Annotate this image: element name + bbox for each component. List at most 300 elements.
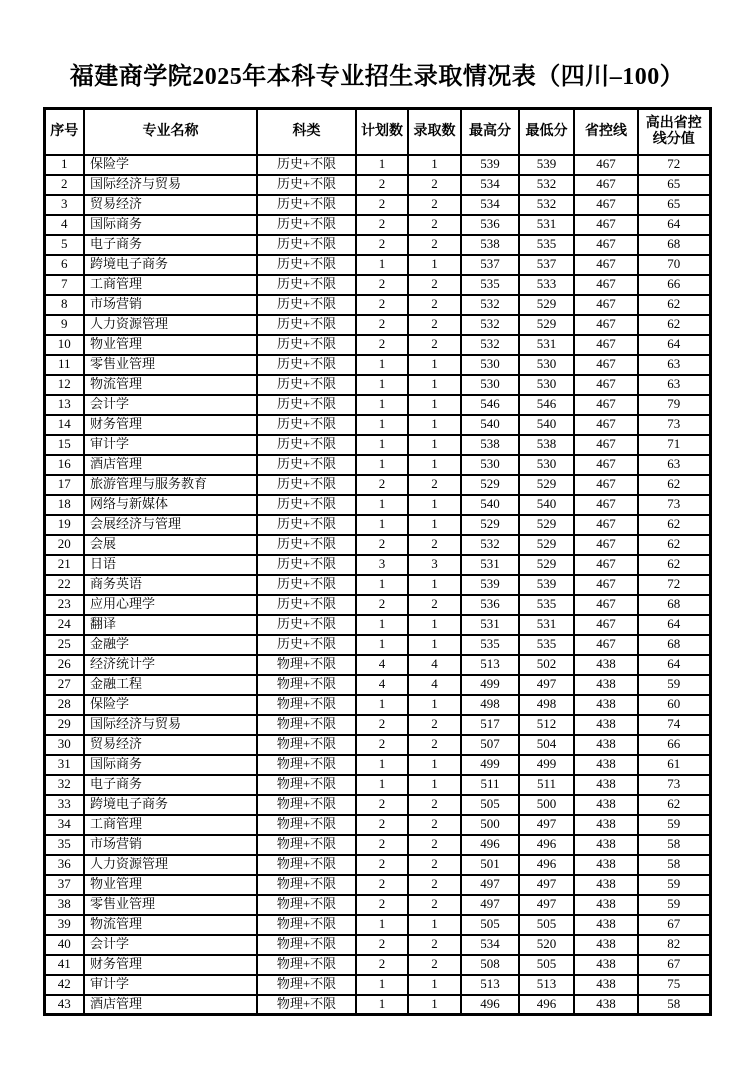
cell-above-control: 64 [638,655,710,675]
cell-index: 38 [44,895,84,915]
cell-above-control: 58 [638,995,710,1015]
admission-table [43,107,712,1016]
cell-index: 43 [44,995,84,1015]
cell-subject-type: 物理+不限 [257,895,356,915]
cell-index: 6 [44,255,84,275]
cell-major-name: 会展 [84,535,257,555]
cell-min-score: 497 [519,815,574,835]
cell-planned-count: 2 [356,235,408,255]
cell-index: 26 [44,655,84,675]
cell-min-score: 538 [519,435,574,455]
table-row [44,755,710,775]
cell-index: 21 [44,555,84,575]
cell-major-name: 应用心理学 [84,595,257,615]
cell-index: 16 [44,455,84,475]
cell-subject-type: 历史+不限 [257,295,356,315]
cell-admitted-count: 1 [408,915,461,935]
table-row [44,935,710,955]
header-planned-count: 计划数 [356,109,408,155]
cell-min-score: 512 [519,715,574,735]
cell-max-score: 540 [461,495,519,515]
table-row [44,635,710,655]
table-row [44,515,710,535]
cell-subject-type: 历史+不限 [257,535,356,555]
cell-max-score: 540 [461,415,519,435]
cell-index: 10 [44,335,84,355]
cell-index: 1 [44,155,84,175]
cell-subject-type: 物理+不限 [257,695,356,715]
table-row [44,575,710,595]
cell-planned-count: 1 [356,355,408,375]
cell-min-score: 497 [519,895,574,915]
cell-min-score: 535 [519,235,574,255]
table-row [44,215,710,235]
cell-admitted-count: 2 [408,895,461,915]
cell-subject-type: 历史+不限 [257,395,356,415]
cell-planned-count: 2 [356,935,408,955]
cell-admitted-count: 2 [408,715,461,735]
cell-max-score: 499 [461,755,519,775]
cell-major-name: 贸易经济 [84,195,257,215]
cell-admitted-count: 1 [408,415,461,435]
cell-min-score: 497 [519,675,574,695]
cell-min-score: 504 [519,735,574,755]
cell-major-name: 保险学 [84,155,257,175]
cell-subject-type: 物理+不限 [257,975,356,995]
table-row [44,235,710,255]
cell-planned-count: 2 [356,715,408,735]
cell-subject-type: 物理+不限 [257,755,356,775]
cell-planned-count: 1 [356,615,408,635]
cell-planned-count: 2 [356,835,408,855]
cell-above-control: 68 [638,235,710,255]
cell-min-score: 535 [519,595,574,615]
cell-index: 39 [44,915,84,935]
cell-admitted-count: 1 [408,975,461,995]
table-body [44,155,710,1015]
table-row [44,875,710,895]
cell-control-line: 467 [574,435,638,455]
cell-min-score: 513 [519,975,574,995]
cell-subject-type: 历史+不限 [257,635,356,655]
cell-major-name: 财务管理 [84,955,257,975]
cell-above-control: 62 [638,535,710,555]
cell-planned-count: 2 [356,595,408,615]
cell-index: 35 [44,835,84,855]
page-title: 福建商学院2025年本科专业招生录取情况表（四川–100） [69,64,685,90]
cell-control-line: 438 [574,955,638,975]
cell-major-name: 物流管理 [84,375,257,395]
cell-max-score: 539 [461,155,519,175]
cell-major-name: 经济统计学 [84,655,257,675]
cell-index: 25 [44,635,84,655]
cell-index: 11 [44,355,84,375]
cell-index: 15 [44,435,84,455]
cell-subject-type: 物理+不限 [257,675,356,695]
cell-control-line: 467 [574,315,638,335]
cell-admitted-count: 2 [408,835,461,855]
table-row [44,535,710,555]
cell-admitted-count: 2 [408,955,461,975]
cell-subject-type: 物理+不限 [257,715,356,735]
cell-max-score: 530 [461,375,519,395]
table-row [44,675,710,695]
cell-above-control: 58 [638,835,710,855]
cell-subject-type: 物理+不限 [257,735,356,755]
cell-subject-type: 历史+不限 [257,335,356,355]
cell-major-name: 会展经济与管理 [84,515,257,535]
cell-control-line: 467 [574,195,638,215]
cell-index: 31 [44,755,84,775]
cell-subject-type: 历史+不限 [257,155,356,175]
table-row [44,595,710,615]
cell-max-score: 507 [461,735,519,755]
cell-control-line: 438 [574,835,638,855]
cell-planned-count: 1 [356,695,408,715]
table-row [44,255,710,275]
table-row [44,655,710,675]
cell-min-score: 505 [519,955,574,975]
cell-planned-count: 2 [356,955,408,975]
cell-index: 22 [44,575,84,595]
table-row [44,415,710,435]
cell-control-line: 438 [574,715,638,735]
cell-control-line: 438 [574,855,638,875]
cell-planned-count: 1 [356,435,408,455]
cell-admitted-count: 2 [408,535,461,555]
cell-min-score: 500 [519,795,574,815]
table-row [44,475,710,495]
cell-max-score: 534 [461,175,519,195]
cell-subject-type: 历史+不限 [257,315,356,335]
cell-subject-type: 历史+不限 [257,475,356,495]
cell-above-control: 62 [638,515,710,535]
cell-min-score: 539 [519,155,574,175]
cell-subject-type: 历史+不限 [257,615,356,635]
cell-max-score: 501 [461,855,519,875]
cell-min-score: 532 [519,175,574,195]
cell-admitted-count: 1 [408,615,461,635]
cell-subject-type: 历史+不限 [257,195,356,215]
cell-planned-count: 1 [356,995,408,1015]
cell-major-name: 旅游管理与服务教育 [84,475,257,495]
table-row [44,195,710,215]
cell-control-line: 438 [574,935,638,955]
table-row [44,275,710,295]
cell-index: 23 [44,595,84,615]
cell-control-line: 438 [574,875,638,895]
cell-control-line: 467 [574,235,638,255]
cell-major-name: 物业管理 [84,335,257,355]
cell-max-score: 535 [461,275,519,295]
cell-above-control: 59 [638,875,710,895]
cell-major-name: 人力资源管理 [84,315,257,335]
cell-control-line: 467 [574,155,638,175]
cell-major-name: 保险学 [84,695,257,715]
cell-admitted-count: 2 [408,175,461,195]
cell-planned-count: 1 [356,915,408,935]
cell-above-control: 68 [638,635,710,655]
cell-control-line: 438 [574,995,638,1015]
cell-above-control: 82 [638,935,710,955]
cell-min-score: 530 [519,355,574,375]
cell-index: 3 [44,195,84,215]
table-row [44,615,710,635]
cell-planned-count: 1 [356,515,408,535]
table-row [44,835,710,855]
cell-major-name: 审计学 [84,435,257,455]
header-above-control: 高出省控线分值 [638,109,710,155]
cell-max-score: 539 [461,575,519,595]
cell-control-line: 438 [574,915,638,935]
cell-subject-type: 历史+不限 [257,495,356,515]
cell-admitted-count: 2 [408,295,461,315]
cell-max-score: 505 [461,795,519,815]
cell-control-line: 467 [574,175,638,195]
cell-planned-count: 2 [356,295,408,315]
cell-min-score: 540 [519,415,574,435]
cell-above-control: 64 [638,335,710,355]
cell-min-score: 529 [519,315,574,335]
cell-planned-count: 2 [356,275,408,295]
cell-subject-type: 物理+不限 [257,875,356,895]
cell-subject-type: 物理+不限 [257,795,356,815]
cell-control-line: 467 [574,275,638,295]
cell-index: 9 [44,315,84,335]
cell-index: 33 [44,795,84,815]
cell-control-line: 467 [574,415,638,435]
cell-subject-type: 物理+不限 [257,655,356,675]
cell-subject-type: 历史+不限 [257,575,356,595]
cell-min-score: 531 [519,335,574,355]
cell-above-control: 66 [638,275,710,295]
cell-max-score: 497 [461,895,519,915]
cell-above-control: 72 [638,155,710,175]
cell-planned-count: 2 [356,815,408,835]
cell-min-score: 530 [519,375,574,395]
cell-major-name: 物流管理 [84,915,257,935]
cell-index: 34 [44,815,84,835]
table-row [44,695,710,715]
cell-control-line: 467 [574,635,638,655]
cell-admitted-count: 1 [408,995,461,1015]
cell-above-control: 62 [638,795,710,815]
cell-control-line: 438 [574,975,638,995]
cell-max-score: 531 [461,555,519,575]
cell-major-name: 翻译 [84,615,257,635]
cell-admitted-count: 1 [408,155,461,175]
cell-admitted-count: 1 [408,635,461,655]
cell-planned-count: 1 [356,375,408,395]
cell-admitted-count: 2 [408,815,461,835]
cell-major-name: 审计学 [84,975,257,995]
cell-above-control: 63 [638,455,710,475]
cell-index: 18 [44,495,84,515]
cell-min-score: 529 [519,515,574,535]
cell-above-control: 60 [638,695,710,715]
cell-planned-count: 1 [356,575,408,595]
cell-control-line: 438 [574,815,638,835]
cell-major-name: 跨境电子商务 [84,795,257,815]
cell-control-line: 467 [574,615,638,635]
table-row [44,915,710,935]
cell-major-name: 零售业管理 [84,355,257,375]
cell-major-name: 财务管理 [84,415,257,435]
cell-major-name: 国际经济与贸易 [84,715,257,735]
cell-admitted-count: 1 [408,495,461,515]
cell-control-line: 467 [574,595,638,615]
cell-admitted-count: 2 [408,195,461,215]
cell-planned-count: 2 [356,175,408,195]
cell-admitted-count: 2 [408,935,461,955]
cell-major-name: 金融学 [84,635,257,655]
cell-above-control: 73 [638,415,710,435]
table-row [44,155,710,175]
cell-max-score: 538 [461,435,519,455]
cell-admitted-count: 1 [408,435,461,455]
cell-admitted-count: 2 [408,235,461,255]
cell-major-name: 国际商务 [84,755,257,775]
cell-admitted-count: 1 [408,695,461,715]
cell-major-name: 市场营销 [84,835,257,855]
cell-max-score: 496 [461,995,519,1015]
cell-above-control: 67 [638,915,710,935]
cell-above-control: 73 [638,775,710,795]
cell-control-line: 438 [574,755,638,775]
cell-control-line: 438 [574,775,638,795]
cell-max-score: 538 [461,235,519,255]
cell-major-name: 物业管理 [84,875,257,895]
cell-admitted-count: 3 [408,555,461,575]
cell-above-control: 68 [638,595,710,615]
cell-above-control: 72 [638,575,710,595]
cell-index: 28 [44,695,84,715]
table-row [44,455,710,475]
cell-planned-count: 1 [356,975,408,995]
cell-subject-type: 历史+不限 [257,415,356,435]
cell-above-control: 79 [638,395,710,415]
cell-major-name: 电子商务 [84,775,257,795]
cell-control-line: 467 [574,215,638,235]
cell-admitted-count: 2 [408,855,461,875]
cell-planned-count: 1 [356,155,408,175]
cell-index: 42 [44,975,84,995]
cell-above-control: 70 [638,255,710,275]
cell-admitted-count: 2 [408,795,461,815]
cell-above-control: 62 [638,295,710,315]
cell-control-line: 467 [574,255,638,275]
table-row [44,735,710,755]
cell-planned-count: 1 [356,415,408,435]
cell-above-control: 67 [638,955,710,975]
cell-control-line: 438 [574,795,638,815]
cell-admitted-count: 2 [408,875,461,895]
cell-admitted-count: 2 [408,275,461,295]
cell-control-line: 467 [574,295,638,315]
table-row [44,395,710,415]
cell-max-score: 496 [461,835,519,855]
cell-major-name: 国际经济与贸易 [84,175,257,195]
cell-major-name: 跨境电子商务 [84,255,257,275]
table-row [44,495,710,515]
cell-control-line: 438 [574,675,638,695]
cell-subject-type: 历史+不限 [257,215,356,235]
cell-admitted-count: 1 [408,775,461,795]
cell-subject-type: 物理+不限 [257,855,356,875]
cell-above-control: 63 [638,375,710,395]
table-row [44,715,710,735]
cell-subject-type: 历史+不限 [257,175,356,195]
cell-planned-count: 4 [356,675,408,695]
cell-planned-count: 1 [356,495,408,515]
cell-min-score: 529 [519,535,574,555]
header-major-name: 专业名称 [84,109,257,155]
cell-planned-count: 2 [356,855,408,875]
cell-max-score: 529 [461,515,519,535]
cell-subject-type: 历史+不限 [257,375,356,395]
cell-max-score: 534 [461,195,519,215]
cell-max-score: 513 [461,655,519,675]
cell-above-control: 59 [638,675,710,695]
table-row [44,375,710,395]
cell-above-control: 75 [638,975,710,995]
cell-major-name: 酒店管理 [84,455,257,475]
cell-above-control: 62 [638,475,710,495]
cell-planned-count: 2 [356,215,408,235]
cell-subject-type: 历史+不限 [257,435,356,455]
cell-max-score: 532 [461,315,519,335]
header-max-score: 最高分 [461,109,519,155]
cell-admitted-count: 4 [408,675,461,695]
cell-min-score: 530 [519,455,574,475]
cell-planned-count: 2 [356,475,408,495]
cell-max-score: 517 [461,715,519,735]
cell-planned-count: 2 [356,875,408,895]
header-subject-type: 科类 [257,109,356,155]
cell-subject-type: 历史+不限 [257,595,356,615]
cell-subject-type: 历史+不限 [257,235,356,255]
cell-control-line: 438 [574,695,638,715]
cell-min-score: 540 [519,495,574,515]
header-admitted-count: 录取数 [408,109,461,155]
cell-max-score: 531 [461,615,519,635]
cell-admitted-count: 2 [408,595,461,615]
cell-planned-count: 1 [356,395,408,415]
cell-min-score: 529 [519,295,574,315]
cell-min-score: 531 [519,615,574,635]
table-row [44,855,710,875]
cell-index: 29 [44,715,84,735]
cell-admitted-count: 1 [408,455,461,475]
cell-planned-count: 1 [356,455,408,475]
cell-above-control: 62 [638,315,710,335]
cell-min-score: 499 [519,755,574,775]
table-row [44,335,710,355]
cell-major-name: 商务英语 [84,575,257,595]
cell-max-score: 532 [461,535,519,555]
cell-min-score: 546 [519,395,574,415]
cell-max-score: 532 [461,335,519,355]
cell-subject-type: 物理+不限 [257,935,356,955]
cell-subject-type: 物理+不限 [257,995,356,1015]
cell-above-control: 58 [638,855,710,875]
cell-index: 14 [44,415,84,435]
cell-index: 24 [44,615,84,635]
cell-min-score: 535 [519,635,574,655]
cell-major-name: 网络与新媒体 [84,495,257,515]
cell-index: 5 [44,235,84,255]
cell-above-control: 64 [638,215,710,235]
